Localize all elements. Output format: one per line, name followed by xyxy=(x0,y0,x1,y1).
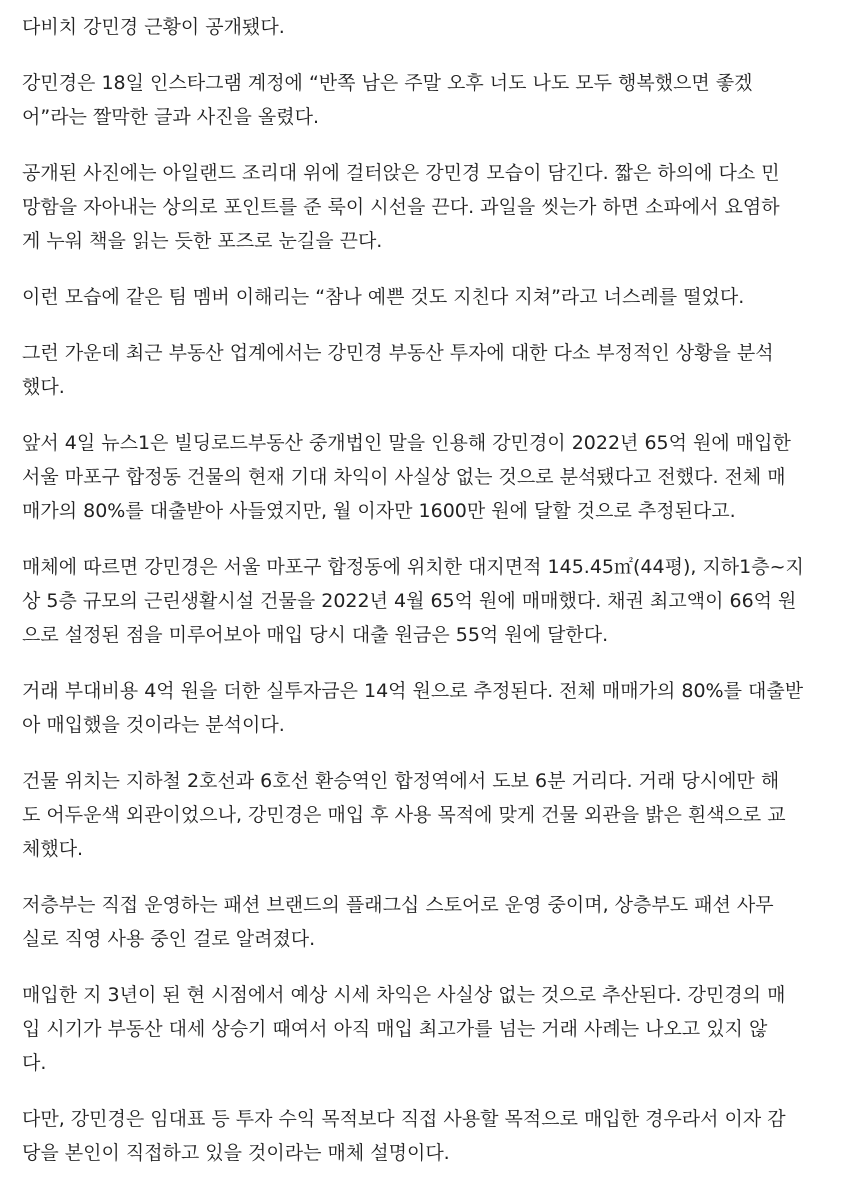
paragraph-instagram-post: 강민경은 18일 인스타그램 계정에 “반쪽 남은 주말 오후 너도 나도 모두 행복했으면 좋겠 어”라는 짤막한 글과 사진을 올렸다. xyxy=(22,72,753,128)
paragraph-building-usage: 저층부는 직접 운영하는 패션 브랜드의 플래그십 스토어로 운영 중이며, 상층부도 패션 사무 실로 직영 사용 중인 걸로 알려졌다. xyxy=(22,894,774,950)
paragraph-intro: 다비치 강민경 근황이 공개됐다. xyxy=(22,16,285,38)
paragraph-market-gain: 매입한 지 3년이 된 현 시점에서 예상 시세 차익은 사실상 없는 것으로 추산된다. 강민경의 매 입 시기가 부동산 대세 상승기 때여서 아직 매입 최고가를 넘는 거래 사례는 나오고 있지 않 다. xyxy=(22,984,786,1074)
paragraph-photo-description: 공개된 사진에는 아일랜드 조리대 위에 걸터앉은 강민경 모습이 담긴다. 짧은 하의에 다소 민 망함을 자아내는 상의로 포인트를 준 룩이 시선을 끈다. 과일을 씻는가 하면 소파에서 요염하 게 누워 책을 읽는 듯한 포즈로 눈길을 끈다. xyxy=(22,162,780,252)
paragraph-building-purchase: 매체에 따르면 강민경은 서울 마포구 합정동에 위치한 대지면적 145.45㎡(44평), 지하1층~지 상 5층 규모의 근린생활시설 건물을 2022년 4월 65억 원에 매매했다. 채권 최고액이 66억 원 으로 설정된 점을 미루어보아 매입 당시 대출 원금은 55억 원에 달한다. xyxy=(22,556,804,646)
paragraph-building-location: 건물 위치는 지하철 2호선과 6호선 환승역인 합정역에서 도보 6분 거리다. 거래 당시에만 해 도 어두운색 외관이었으나, 강민경은 매입 후 사용 목적에 맞게 건물 외관을 밝은 흰색으로 교 체했다. xyxy=(22,770,786,860)
paragraph-conclusion: 다만, 강민경은 임대표 등 투자 수익 목적보다 직접 사용할 목적으로 매입한 경우라서 이자 감 당을 본인이 직접하고 있을 것이라는 매체 설명이다. xyxy=(22,1108,786,1164)
paragraph-real-estate-analysis: 그런 가운데 최근 부동산 업계에서는 강민경 부동산 투자에 대한 다소 부정적인 상황을 분석 했다. xyxy=(22,342,774,398)
paragraph-investment-amount: 거래 부대비용 4억 원을 더한 실투자금은 14억 원으로 추정된다. 전체 매매가의 80%를 대출받 아 매입했을 것이라는 분석이다. xyxy=(22,680,804,736)
paragraph-news-report: 앞서 4일 뉴스1은 빌딩로드부동산 중개법인 말을 인용해 강민경이 2022년 65억 원에 매입한 서울 마포구 합정동 건물의 현재 기대 차익이 사실상 없는 것으로 분석됐다고 전했다. 전체 매 매가의 80%를 대출받아 사들였지만, 월 이자만 1600만 원에 달할 것으로 추정된다고. xyxy=(22,432,791,522)
paragraph-member-comment: 이런 모습에 같은 팀 멤버 이해리는 “참나 예쁜 것도 지친다 지쳐”라고 너스레를 떨었다. xyxy=(22,286,745,308)
